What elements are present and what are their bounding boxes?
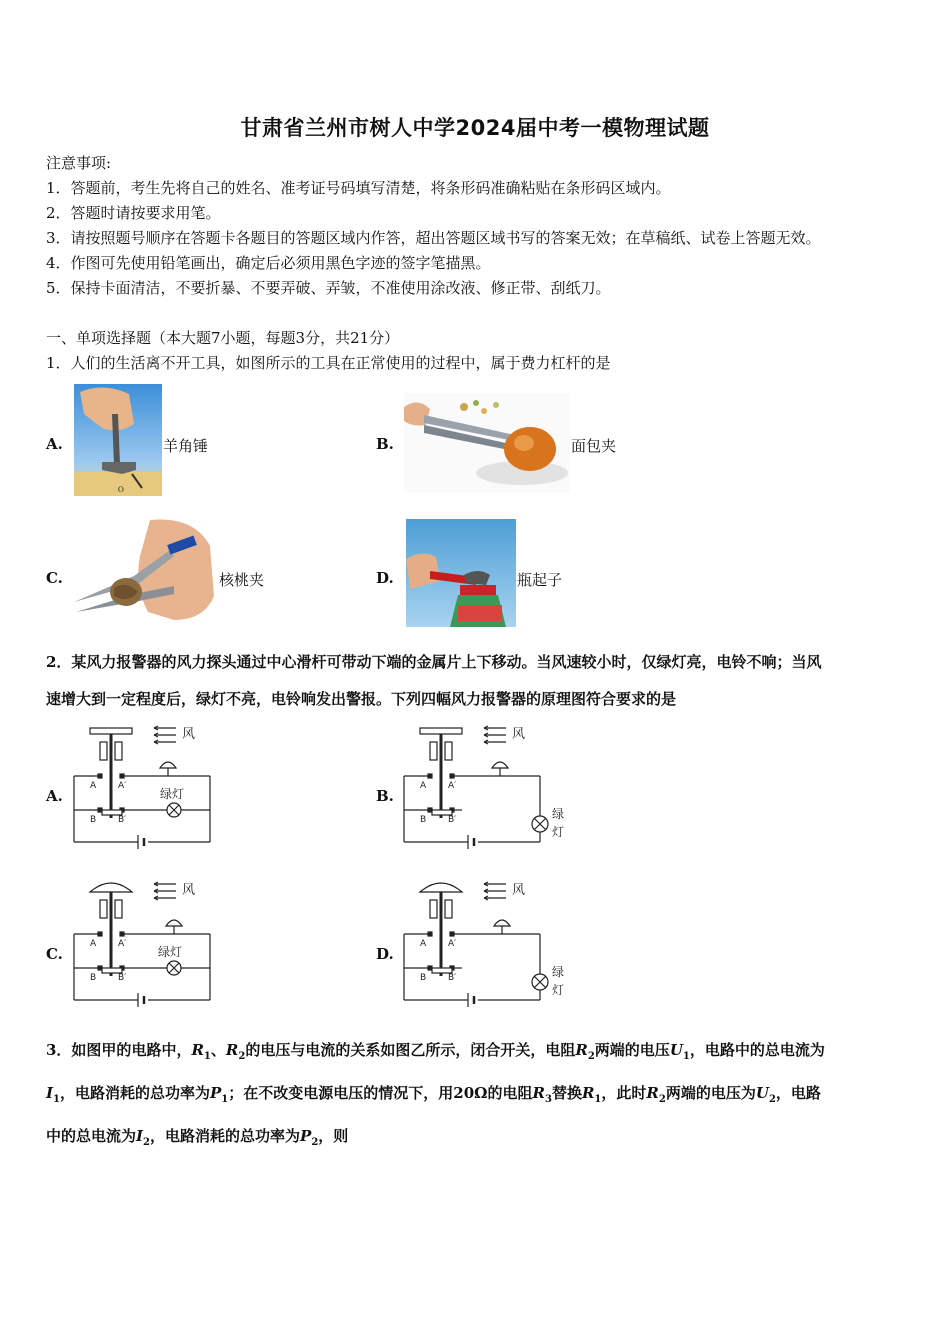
symbol-u: U (669, 1041, 683, 1059)
q3-text: 、 (210, 1041, 226, 1059)
q3-text: 3．如图甲的电路中， (46, 1041, 192, 1059)
q3-text: ，电路 (775, 1084, 821, 1102)
notice-item: 2．答题时请按要求用笔。 (46, 204, 221, 222)
page-title: 甘肃省兰州市树人中学2024届中考一模物理试题 (240, 116, 710, 140)
subscript: 1 (221, 1094, 229, 1105)
wind-label: 风 (182, 727, 196, 742)
circuit-diagram-a (72, 718, 212, 853)
notice-item: 4．作图可先使用铅笔画出，确定后必须用黑色字迹的签字笔描黑。 (46, 254, 491, 272)
q3-text: ，电路消耗的总功率为 (60, 1084, 211, 1102)
symbol-r: R (191, 1041, 204, 1059)
subscript: 1 (203, 1051, 211, 1062)
q1-option-a-label: 羊角锤 (163, 437, 209, 455)
subscript: 2 (238, 1051, 246, 1062)
green-lamp-label: 绿灯 (160, 787, 185, 801)
contact-a-label: A (420, 781, 427, 791)
q1-option-b-label: 面包夹 (571, 437, 617, 455)
q3-text: ，则 (318, 1127, 349, 1145)
notice-item: 3．请按照题号顺序在答题卡各题目的答题区域内作答，超出答题区域书写的答案无效；在草稿纸、试卷上答题无效。 (46, 229, 821, 247)
contact-b-label: B (90, 973, 97, 983)
subscript: 2 (768, 1094, 776, 1105)
q1-option-c-letter: C. (46, 569, 63, 587)
q3-text: ，电路消耗的总功率为 (150, 1127, 301, 1145)
symbol-r: R (225, 1041, 239, 1059)
q1-option-c-label: 核桃夹 (219, 571, 265, 589)
notice-heading: 注意事项: (46, 154, 112, 172)
green-label: 绿 (552, 965, 565, 979)
question-3-stem (46, 1032, 906, 1161)
contact-b-prime-label: B′ (448, 815, 457, 825)
symbol-r: R (646, 1084, 659, 1102)
subscript: 3 (544, 1094, 552, 1105)
q1-option-d-letter: D. (376, 569, 394, 587)
q2-option-a-letter: A. (46, 787, 63, 805)
contact-a-prime-label: A′ (118, 939, 127, 949)
q3-text: 两端的电压 (594, 1041, 670, 1059)
notice-item: 5．保持卡面清洁，不要折暴、不要弄破、弄皱，不准使用涂改液、修正带、刮纸刀。 (46, 279, 611, 297)
lamp-label: 灯 (552, 983, 565, 997)
symbol-r: R (575, 1041, 588, 1059)
wind-label: 风 (182, 883, 196, 898)
contact-a-label: A (420, 939, 427, 949)
contact-a-label: A (90, 939, 97, 949)
symbol-i: I (46, 1084, 54, 1102)
q3-text: ，电路中的总电流为 (689, 1041, 825, 1059)
contact-a-label: A (90, 781, 97, 791)
subscript: 1 (682, 1051, 690, 1062)
q1-option-b-letter: B. (376, 435, 394, 453)
nutcracker-image (74, 516, 218, 628)
symbol-p: P (300, 1127, 312, 1145)
bottle-opener-image (406, 519, 516, 627)
q1-option-a-letter: A. (46, 435, 63, 453)
symbol-r: R (532, 1084, 545, 1102)
contact-b-label: B (420, 973, 427, 983)
contact-a-prime-label: A′ (448, 939, 457, 949)
contact-b-prime-label: B′ (118, 973, 127, 983)
question-3-line-2 (46, 1075, 906, 1118)
subscript: 2 (587, 1051, 595, 1062)
notice-item: 1．答题前，考生先将自己的姓名、准考证号码填写清楚，将条形码准确粘贴在条形码区域内。 (46, 179, 671, 197)
green-label: 绿 (552, 807, 565, 821)
subscript: 2 (311, 1137, 319, 1148)
q3-text: ，此时 (601, 1084, 647, 1102)
wind-label: 风 (512, 727, 526, 742)
contact-b-label: B (420, 815, 427, 825)
question-2-stem (46, 644, 906, 718)
svg-text:O: O (118, 485, 124, 494)
q3-text: 替换 (551, 1084, 582, 1102)
symbol-p: P (210, 1084, 222, 1102)
subscript: 1 (53, 1094, 60, 1105)
contact-b-prime-label: B′ (118, 815, 127, 825)
q2-option-d-letter: D. (376, 945, 394, 963)
symbol-r: R (581, 1084, 595, 1102)
circuit-diagram-c (72, 876, 212, 1011)
q3-text: 两端的电压为 (665, 1084, 756, 1102)
lamp-label: 灯 (552, 825, 565, 839)
symbol-i: I (136, 1127, 144, 1145)
contact-b-label: B (90, 815, 97, 825)
subscript: 1 (594, 1094, 602, 1105)
section-heading: 一、单项选择题（本大题7小题，每题3分，共21分） (46, 329, 400, 347)
symbol-u: U (755, 1084, 769, 1102)
circuit-diagram-b (402, 718, 568, 853)
q2-option-b-letter: B. (376, 787, 394, 805)
question-1-stem: 1．人们的生活离不开工具，如图所示的工具在正常使用的过程中，属于费力杠杆的是 (46, 354, 611, 372)
q3-text: 中的总电流为 (46, 1127, 137, 1145)
question-3-line-3 (46, 1118, 906, 1161)
circuit-diagram-d (402, 876, 568, 1011)
subscript: 2 (658, 1094, 666, 1105)
question-3-line-1 (46, 1032, 906, 1075)
q3-text: ；在不改变电源电压的情况下，用20Ω的电阻 (228, 1084, 533, 1102)
bread-tongs-image (404, 393, 570, 493)
contact-a-prime-label: A′ (118, 781, 127, 791)
q3-text: 的电压与电流的关系如图乙所示，闭合开关，电阻 (245, 1041, 576, 1059)
contact-b-prime-label: B′ (448, 973, 457, 983)
question-2-line-2: 速增大到一定程度后，绿灯不亮，电铃响发出警报。下列四幅风力报警器的原理图符合要求的是 (46, 690, 677, 708)
contact-a-prime-label: A′ (448, 781, 457, 791)
subscript: 2 (143, 1137, 151, 1148)
green-lamp-label: 绿灯 (158, 945, 183, 959)
q2-option-c-letter: C. (46, 945, 63, 963)
wind-label: 风 (512, 883, 526, 898)
question-2-line-1: 2．某风力报警器的风力探头通过中心滑杆可带动下端的金属片上下移动。当风速较小时，仅绿灯亮，电铃不响；当风 (46, 653, 822, 671)
q1-option-d-label: 瓶起子 (517, 571, 563, 589)
hammer-image (74, 384, 162, 496)
